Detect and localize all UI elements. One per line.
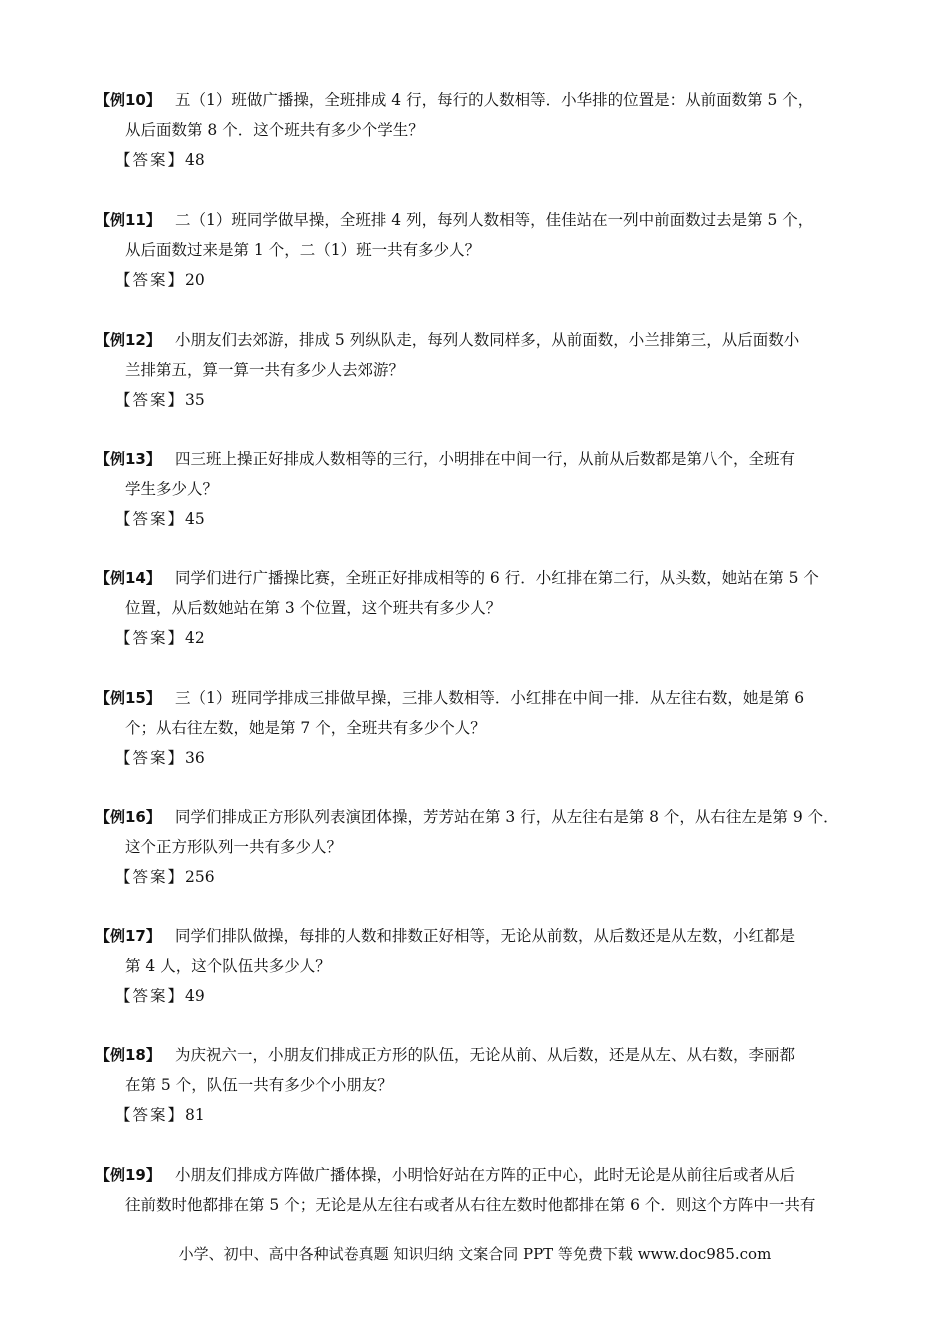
example-label: 【例17】 <box>95 927 161 945</box>
answer <box>95 623 865 653</box>
question-line <box>95 1160 865 1190</box>
question-line: 第 4 人，这个队伍共多少人？ <box>125 957 331 975</box>
question-line: 从后面数第 8 个．这个班共有多少个学生？ <box>125 121 424 139</box>
answer-label: 【答案】 <box>115 629 186 647</box>
question-line: 从后面数过来是第 1 个，二（1）班一共有多少人？ <box>125 241 481 259</box>
example-label: 【例10】 <box>95 91 161 109</box>
answer-value: 35 <box>185 391 205 409</box>
answer <box>95 265 865 295</box>
question-text: 二（1）班同学做早操，全班排 4 列，每列人数相等，佳佳站在一列中前面数过去是第 5 个， <box>175 211 814 229</box>
question-line <box>95 802 865 832</box>
answer-label: 【答案】 <box>115 391 186 409</box>
question-line <box>95 85 865 115</box>
answer-label: 【答案】 <box>115 868 186 886</box>
answer <box>95 385 865 415</box>
answer-label: 【答案】 <box>115 987 186 1005</box>
answer-value: 48 <box>185 151 205 169</box>
answer <box>95 743 865 773</box>
answer-value: 81 <box>185 1106 205 1124</box>
answer <box>95 504 865 534</box>
example-13 <box>95 444 865 534</box>
example-18 <box>95 1040 865 1130</box>
question-text: 同学们排成正方形队列表演团体操，芳芳站在第 3 行，从左往右是第 8 个，从右往左是第 9 个． <box>175 808 839 826</box>
example-label: 【例19】 <box>95 1166 161 1184</box>
question-text: 同学们排队做操，每排的人数和排数正好相等，无论从前数，从后数还是从左数，小红都是 <box>175 927 796 945</box>
answer-label: 【答案】 <box>115 271 186 289</box>
question-line: 学生多少人？ <box>125 480 219 498</box>
example-12 <box>95 325 865 415</box>
answer-value: 45 <box>185 510 205 528</box>
answer-label: 【答案】 <box>115 510 186 528</box>
question-line: 个；从右往左数，她是第 7 个，全班共有多少个人？ <box>125 719 486 737</box>
example-19 <box>95 1160 865 1220</box>
question-line: 位置，从后数她站在第 3 个位置，这个班共有多少人？ <box>125 599 502 617</box>
question-line: 往前数时他都排在第 5 个；无论是从左往右或者从右往左数时他都排在第 6 个．则这个方阵中一共有 <box>125 1196 816 1214</box>
question-line: 这个正方形队列一共有多少人？ <box>125 838 343 856</box>
answer-value: 36 <box>185 749 205 767</box>
question-text: 小朋友们排成方阵做广播体操，小明恰好站在方阵的正中心，此时无论是从前往后或者从后 <box>175 1166 796 1184</box>
question-text: 同学们进行广播操比赛，全班正好排成相等的 6 行．小红排在第二行，从头数，她站在第 5 个 <box>175 569 819 587</box>
question-text: 四三班上操正好排成人数相等的三行，小明排在中间一行，从前从后数都是第八个，全班有 <box>175 450 796 468</box>
example-11 <box>95 205 865 295</box>
page-footer: 小学、初中、高中各种试卷真题 知识归纳 文案合同 PPT 等免费下载 www.doc985.com <box>178 1245 772 1263</box>
question-text: 五（1）班做广播操，全班排成 4 行，每行的人数相等．小华排的位置是：从前面数第 5 个， <box>175 91 814 109</box>
example-label: 【例16】 <box>95 808 161 826</box>
example-label: 【例18】 <box>95 1046 161 1064</box>
example-label: 【例14】 <box>95 569 161 587</box>
example-14 <box>95 563 865 653</box>
question-line: 兰排第五，算一算一共有多少人去郊游？ <box>125 361 405 379</box>
answer-label: 【答案】 <box>115 1106 186 1124</box>
example-10 <box>95 85 865 175</box>
answer <box>95 862 865 892</box>
answer-value: 49 <box>185 987 205 1005</box>
answer-label: 【答案】 <box>115 151 186 169</box>
example-label: 【例15】 <box>95 689 161 707</box>
question-line <box>95 1040 865 1070</box>
answer-value: 42 <box>185 629 205 647</box>
example-16 <box>95 802 865 892</box>
answer-value: 256 <box>185 868 215 886</box>
example-15 <box>95 683 865 773</box>
question-text: 三（1）班同学排成三排做早操，三排人数相等．小红排在中间一排．从左往右数，她是第 6 <box>175 689 805 707</box>
answer <box>95 981 865 1011</box>
question-text: 为庆祝六一，小朋友们排成正方形的队伍，无论从前、从后数，还是从左、从右数，李丽都 <box>175 1046 796 1064</box>
question-line <box>95 325 865 355</box>
example-17 <box>95 921 865 1011</box>
question-line <box>95 205 865 235</box>
question-line <box>95 444 865 474</box>
question-line: 在第 5 个，队伍一共有多少个小朋友？ <box>125 1076 393 1094</box>
answer <box>95 145 865 175</box>
question-line <box>95 683 865 713</box>
answer <box>95 1100 865 1130</box>
example-label: 【例11】 <box>95 211 161 229</box>
question-text: 小朋友们去郊游，排成 5 列纵队走，每列人数同样多，从前面数，小兰排第三，从后面数小 <box>175 331 800 349</box>
example-label: 【例13】 <box>95 450 161 468</box>
question-line <box>95 921 865 951</box>
answer-value: 20 <box>185 271 205 289</box>
answer-label: 【答案】 <box>115 749 186 767</box>
example-label: 【例12】 <box>95 331 161 349</box>
question-line <box>95 563 865 593</box>
